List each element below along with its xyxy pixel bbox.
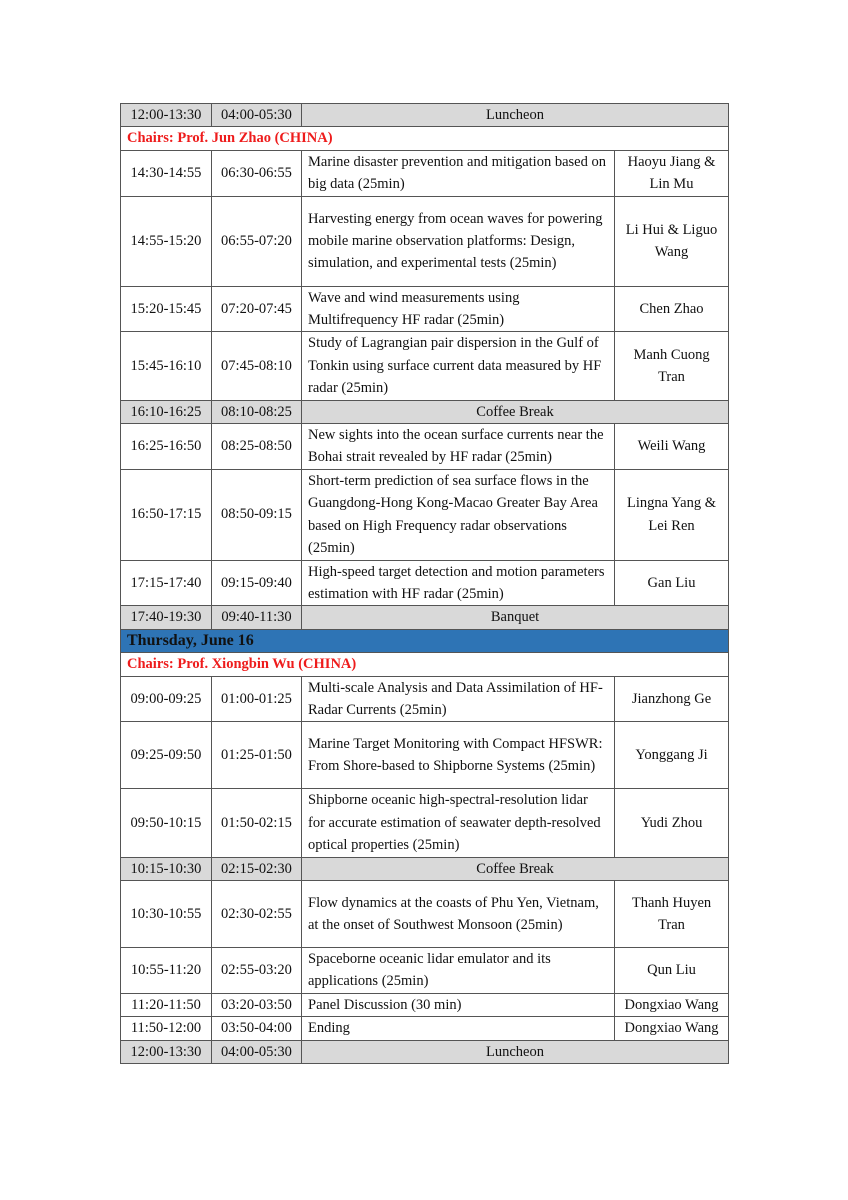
talk-row — [121, 424, 729, 470]
speaker: Weili Wang — [615, 424, 729, 470]
utc-time: 07:45-08:10 — [212, 332, 302, 400]
utc-time: 03:20-03:50 — [212, 993, 302, 1016]
speaker: Lingna Yang & Lei Ren — [615, 469, 729, 560]
utc-time: 09:40-11:30 — [212, 606, 302, 629]
break-label: Coffee Break — [302, 857, 729, 880]
local-time: 10:55-11:20 — [121, 947, 212, 993]
local-time: 09:50-10:15 — [121, 789, 212, 857]
talk-title: Harvesting energy from ocean waves for powering mobile marine observation platforms: Design, simulation, and experimental tests (25min) — [302, 196, 615, 286]
talk-row — [121, 332, 729, 400]
local-time: 17:40-19:30 — [121, 606, 212, 629]
break-row — [121, 104, 729, 127]
session-chair: Chairs: Prof. Xiongbin Wu (CHINA) — [121, 653, 729, 676]
talk-title: Spaceborne oceanic lidar emulator and its applications (25min) — [302, 947, 615, 993]
utc-time: 08:50-09:15 — [212, 469, 302, 560]
break-row — [121, 857, 729, 880]
talk-title: Multi-scale Analysis and Data Assimilation of HF-Radar Currents (25min) — [302, 676, 615, 722]
local-time: 11:20-11:50 — [121, 993, 212, 1016]
talk-row — [121, 880, 729, 947]
talk-title: New sights into the ocean surface currents near the Bohai strait revealed by HF radar (25min) — [302, 424, 615, 470]
break-label: Luncheon — [302, 104, 729, 127]
break-row — [121, 400, 729, 423]
local-time: 14:30-14:55 — [121, 150, 212, 196]
utc-time: 09:15-09:40 — [212, 560, 302, 606]
speaker: Manh Cuong Tran — [615, 332, 729, 400]
speaker: Haoyu Jiang & Lin Mu — [615, 150, 729, 196]
utc-time: 04:00-05:30 — [212, 104, 302, 127]
utc-time: 08:25-08:50 — [212, 424, 302, 470]
utc-time: 01:25-01:50 — [212, 722, 302, 789]
local-time: 16:50-17:15 — [121, 469, 212, 560]
local-time: 12:00-13:30 — [121, 104, 212, 127]
speaker: Yonggang Ji — [615, 722, 729, 789]
local-time: 11:50-12:00 — [121, 1017, 212, 1040]
session-chair: Chairs: Prof. Jun Zhao (CHINA) — [121, 127, 729, 150]
local-time: 17:15-17:40 — [121, 560, 212, 606]
break-label: Banquet — [302, 606, 729, 629]
utc-time: 03:50-04:00 — [212, 1017, 302, 1040]
day-header: Thursday, June 16 — [121, 629, 729, 652]
talk-title: Marine Target Monitoring with Compact HFSWR: From Shore-based to Shipborne Systems (25min) — [302, 722, 615, 789]
talk-row — [121, 676, 729, 722]
utc-time: 06:30-06:55 — [212, 150, 302, 196]
utc-time: 02:30-02:55 — [212, 880, 302, 947]
local-time: 16:10-16:25 — [121, 400, 212, 423]
talk-title: Marine disaster prevention and mitigation based on big data (25min) — [302, 150, 615, 196]
talk-title: Flow dynamics at the coasts of Phu Yen, Vietnam, at the onset of Southwest Monsoon (25min) — [302, 880, 615, 947]
speaker: Chen Zhao — [615, 286, 729, 332]
local-time: 15:45-16:10 — [121, 332, 212, 400]
speaker: Jianzhong Ge — [615, 676, 729, 722]
schedule-table — [120, 103, 729, 1064]
day-header-row — [121, 629, 729, 652]
speaker: Li Hui & Liguo Wang — [615, 196, 729, 286]
talk-row — [121, 993, 729, 1016]
utc-time: 02:15-02:30 — [212, 857, 302, 880]
local-time: 09:25-09:50 — [121, 722, 212, 789]
talk-row — [121, 150, 729, 196]
speaker: Yudi Zhou — [615, 789, 729, 857]
talk-row — [121, 789, 729, 857]
speaker: Gan Liu — [615, 560, 729, 606]
local-time: 10:30-10:55 — [121, 880, 212, 947]
talk-title: Short-term prediction of sea surface flows in the Guangdong-Hong Kong-Macao Greater Bay Area based on High Frequency radar observations (25min) — [302, 469, 615, 560]
talk-title: Panel Discussion (30 min) — [302, 993, 615, 1016]
break-label: Luncheon — [302, 1040, 729, 1063]
break-label: Coffee Break — [302, 400, 729, 423]
schedule-body — [121, 104, 729, 1064]
talk-row — [121, 722, 729, 789]
local-time: 10:15-10:30 — [121, 857, 212, 880]
talk-row — [121, 196, 729, 286]
local-time: 15:20-15:45 — [121, 286, 212, 332]
talk-row — [121, 286, 729, 332]
speaker: Thanh Huyen Tran — [615, 880, 729, 947]
local-time: 16:25-16:50 — [121, 424, 212, 470]
talk-row — [121, 469, 729, 560]
speaker: Dongxiao Wang — [615, 993, 729, 1016]
talk-row — [121, 947, 729, 993]
utc-time: 04:00-05:30 — [212, 1040, 302, 1063]
utc-time: 02:55-03:20 — [212, 947, 302, 993]
utc-time: 01:50-02:15 — [212, 789, 302, 857]
utc-time: 08:10-08:25 — [212, 400, 302, 423]
talk-title: Shipborne oceanic high-spectral-resolution lidar for accurate estimation of seawater depth-resolved optical properties (25min) — [302, 789, 615, 857]
talk-row — [121, 1017, 729, 1040]
break-row — [121, 606, 729, 629]
chair-row — [121, 127, 729, 150]
utc-time: 06:55-07:20 — [212, 196, 302, 286]
utc-time: 07:20-07:45 — [212, 286, 302, 332]
speaker: Dongxiao Wang — [615, 1017, 729, 1040]
local-time: 14:55-15:20 — [121, 196, 212, 286]
talk-title: Study of Lagrangian pair dispersion in the Gulf of Tonkin using surface current data measured by HF radar (25min) — [302, 332, 615, 400]
utc-time: 01:00-01:25 — [212, 676, 302, 722]
speaker: Qun Liu — [615, 947, 729, 993]
talk-row — [121, 560, 729, 606]
chair-row — [121, 653, 729, 676]
break-row — [121, 1040, 729, 1063]
talk-title: High-speed target detection and motion parameters estimation with HF radar (25min) — [302, 560, 615, 606]
local-time: 09:00-09:25 — [121, 676, 212, 722]
talk-title: Wave and wind measurements using Multifrequency HF radar (25min) — [302, 286, 615, 332]
local-time: 12:00-13:30 — [121, 1040, 212, 1063]
talk-title: Ending — [302, 1017, 615, 1040]
